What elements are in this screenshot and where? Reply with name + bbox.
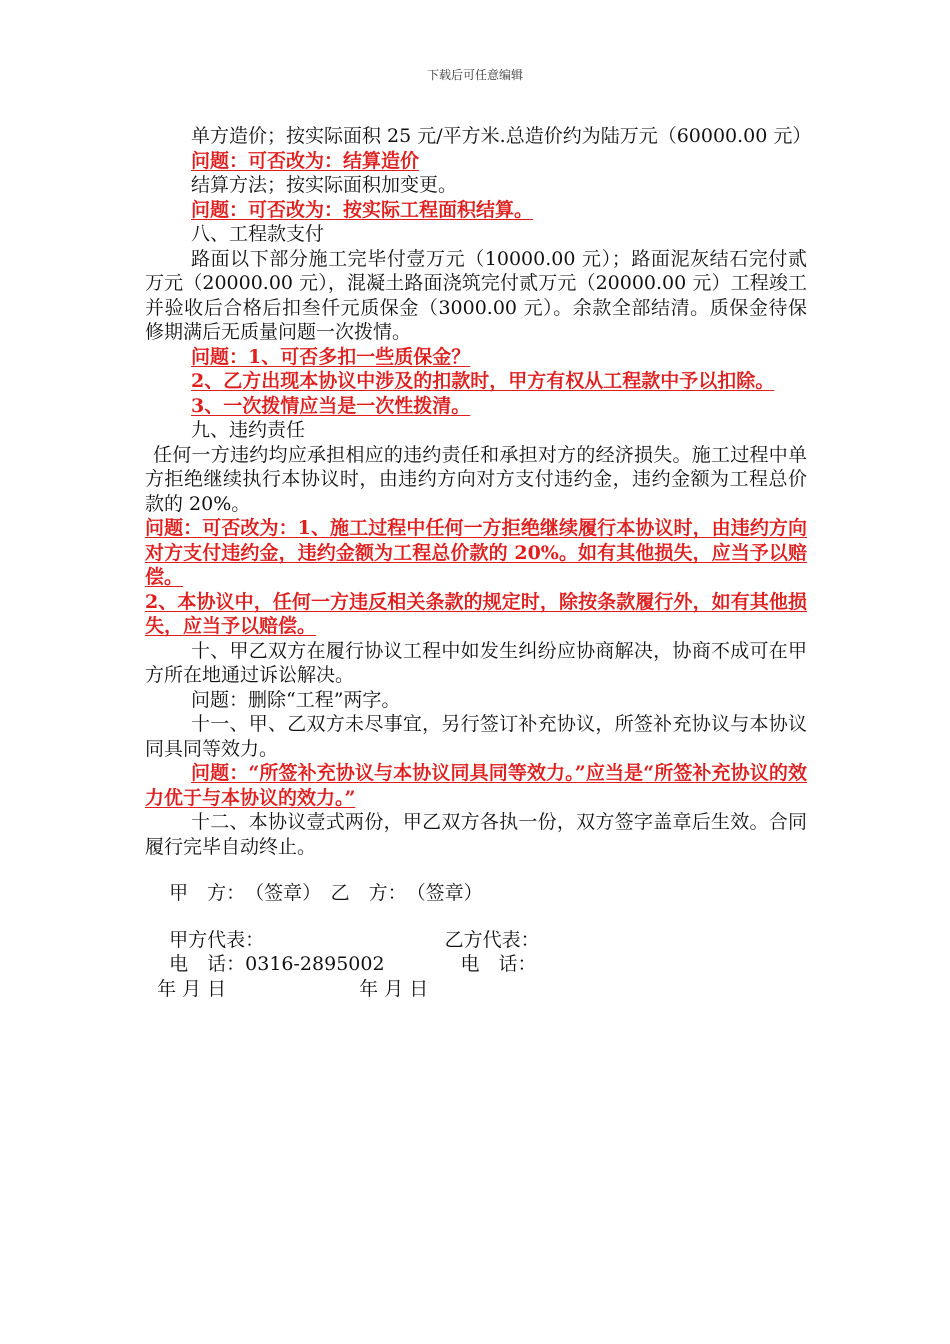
paragraph-question: 问题：可否改为：按实际工程面积结算。 [191,198,534,221]
signature-date-line: 年 月 日 年 月 日 [145,977,429,1000]
paragraph-question: 2、乙方出现本协议中涉及的扣款时，甲方有权从工程款中予以扣除。 [191,370,775,392]
paragraph-question: 3、一次拨情应当是一次性拨清。 [191,394,471,417]
document-body [145,124,812,1001]
signature-party-line: 甲 方： （签章） 乙 方： （签章） [145,882,483,904]
paragraph: 问题：删除“工程”两字。 [191,688,401,711]
paragraph: 单方造价；按实际面积 25 元/平方米.总造价约为陆万元（60000.00 元） [191,125,812,147]
paragraph-question: 2、本协议中，任何一方违反相关条款的规定时，除按条款履行外，如有其他损失，应当予以赔偿。 [145,590,807,637]
section-heading: 八、工程款支付 [191,223,325,245]
paragraph: 十一、甲、乙双方未尽事宜，另行签订补充协议，所签补充协议与本协议同具同等效力。 [145,713,807,760]
signature-phone-line: 电 话：0316-2895002 电 话： [145,953,537,975]
section-heading: 九、违约责任 [191,419,306,441]
paragraph: 十二、本协议壹式两份，甲乙双方各执一份，双方签字盖章后生效。合同履行完毕自动终止。 [145,811,807,858]
paragraph: 任何一方违约均应承担相应的违约责任和承担对方的经济损失。施工过程中单方拒绝继续执行本协议时，由违约方向对方支付违约金，违约金额为工程总价款的 20%。 [145,443,807,515]
paragraph: 结算方法；按实际面积加变更。 [191,174,458,196]
paragraph-question: 问题：“所签补充协议与本协议同具同等效力。”应当是“所签补充协议的效力优于与本协议的效力。” [145,762,807,809]
page-header: 下载后可任意编辑 [426,68,523,82]
paragraph: 路面以下部分施工完毕付壹万元（10000.00 元）；路面泥灰结石完付贰万元（20000.00 元），混凝土路面浇筑完付贰万元（20000.00 元）工程竣工并验收后合格后扣叁仟元质保金（3000.00 元）。余款全部结清。质保金待保修期满后无质量问题一次拨情。 [145,247,807,343]
paragraph: 十、甲乙双方在履行协议工程中如发生纠纷应协商解决，协商不成可在甲方所在地通过诉讼解决。 [145,639,807,686]
paragraph-question: 问题：1、可否多扣一些质保金？ [191,345,471,368]
paragraph-question: 问题：可否改为：1、施工过程中任何一方拒绝继续履行本协议时，由违约方向对方支付违约金，违约金额为工程总价款的 20%。如有其他损失，应当予以赔偿。 [145,517,807,588]
signature-rep-line: 甲方代表： 乙方代表： [145,928,540,951]
paragraph-question: 问题：可否改为：结算造价 [191,149,420,172]
